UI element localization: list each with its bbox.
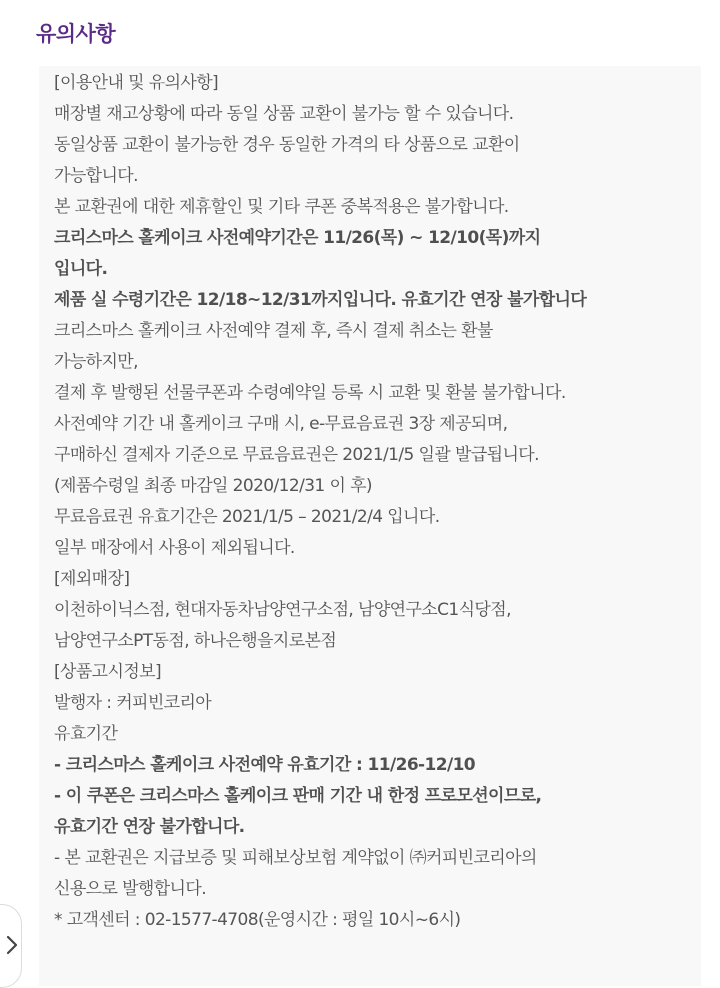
notice-line: 유효기간: [54, 724, 118, 744]
notice-text-block: [54, 68, 704, 936]
page-title: 유의사항: [36, 22, 116, 46]
notice-line: 입니다.: [54, 259, 108, 279]
notice-line: 제품 실 수령기간은 12/18~12/31까지입니다. 유효기간 연장 불가합니다: [54, 290, 587, 310]
chevron-right-icon[interactable]: [3, 934, 21, 956]
notice-line: 본 교환권에 대한 제휴할인 및 기타 쿠폰 중복적용은 불가합니다.: [54, 197, 509, 217]
notice-line: 일부 매장에서 사용이 제외됩니다.: [54, 538, 295, 558]
notice-line: 남양연구소PT동점, 하나은행을지로본점: [54, 631, 337, 651]
notice-line: 결제 후 발행된 선물쿠폰과 수령예약일 등록 시 교환 및 환불 불가합니다.: [54, 383, 566, 403]
notice-line: (제품수령일 최종 마감일 2020/12/31 이 후): [54, 476, 372, 496]
notice-line: - 크리스마스 홀케이크 사전예약 유효기간 : 11/26-12/10: [54, 755, 476, 775]
notice-line: 크리스마스 홀케이크 사전예약 결제 후, 즉시 결제 취소는 환불: [54, 321, 493, 341]
notice-line: [이용안내 및 유의사항]: [54, 73, 219, 93]
notice-line: - 본 교환권은 지급보증 및 피해보상보험 계약없이 ㈜커피빈코리아의: [54, 848, 537, 868]
notice-line: 유효기간 연장 불가합니다.: [54, 817, 245, 837]
notice-line: * 고객센터 : 02-1577-4708(운영시간 : 평일 10시~6시): [54, 910, 461, 930]
notice-line: 무료음료권 유효기간은 2021/1/5 – 2021/2/4 입니다.: [54, 507, 440, 527]
notice-line: 크리스마스 홀케이크 사전예약기간은 11/26(목) ~ 12/10(목)까지: [54, 228, 541, 248]
notice-line: 가능하지만,: [54, 352, 138, 372]
notice-line: - 이 쿠폰은 크리스마스 홀케이크 판매 기간 내 한정 프로모션이므로,: [54, 786, 542, 806]
notice-line: 구매하신 결제자 기준으로 무료음료권은 2021/1/5 일괄 발급됩니다.: [54, 445, 539, 465]
notice-line: 신용으로 발행합니다.: [54, 879, 207, 899]
notice-line: 동일상품 교환이 불가능한 경우 동일한 가격의 타 상품으로 교환이: [54, 135, 520, 155]
notice-line: 발행자 : 커피빈코리아: [54, 693, 212, 713]
notice-line: [상품고시정보]: [54, 662, 161, 682]
notice-line: 가능합니다.: [54, 166, 138, 186]
notice-line: 이천하이닉스점, 현대자동차남양연구소점, 남양연구소C1식당점,: [54, 600, 511, 620]
notice-line: 매장별 재고상황에 따라 동일 상품 교환이 불가능 할 수 있습니다.: [54, 104, 514, 124]
notice-line: [제외매장]: [54, 569, 130, 589]
notice-line: 사전예약 기간 내 홀케이크 구매 시, e-무료음료권 3장 제공되며,: [54, 414, 508, 434]
